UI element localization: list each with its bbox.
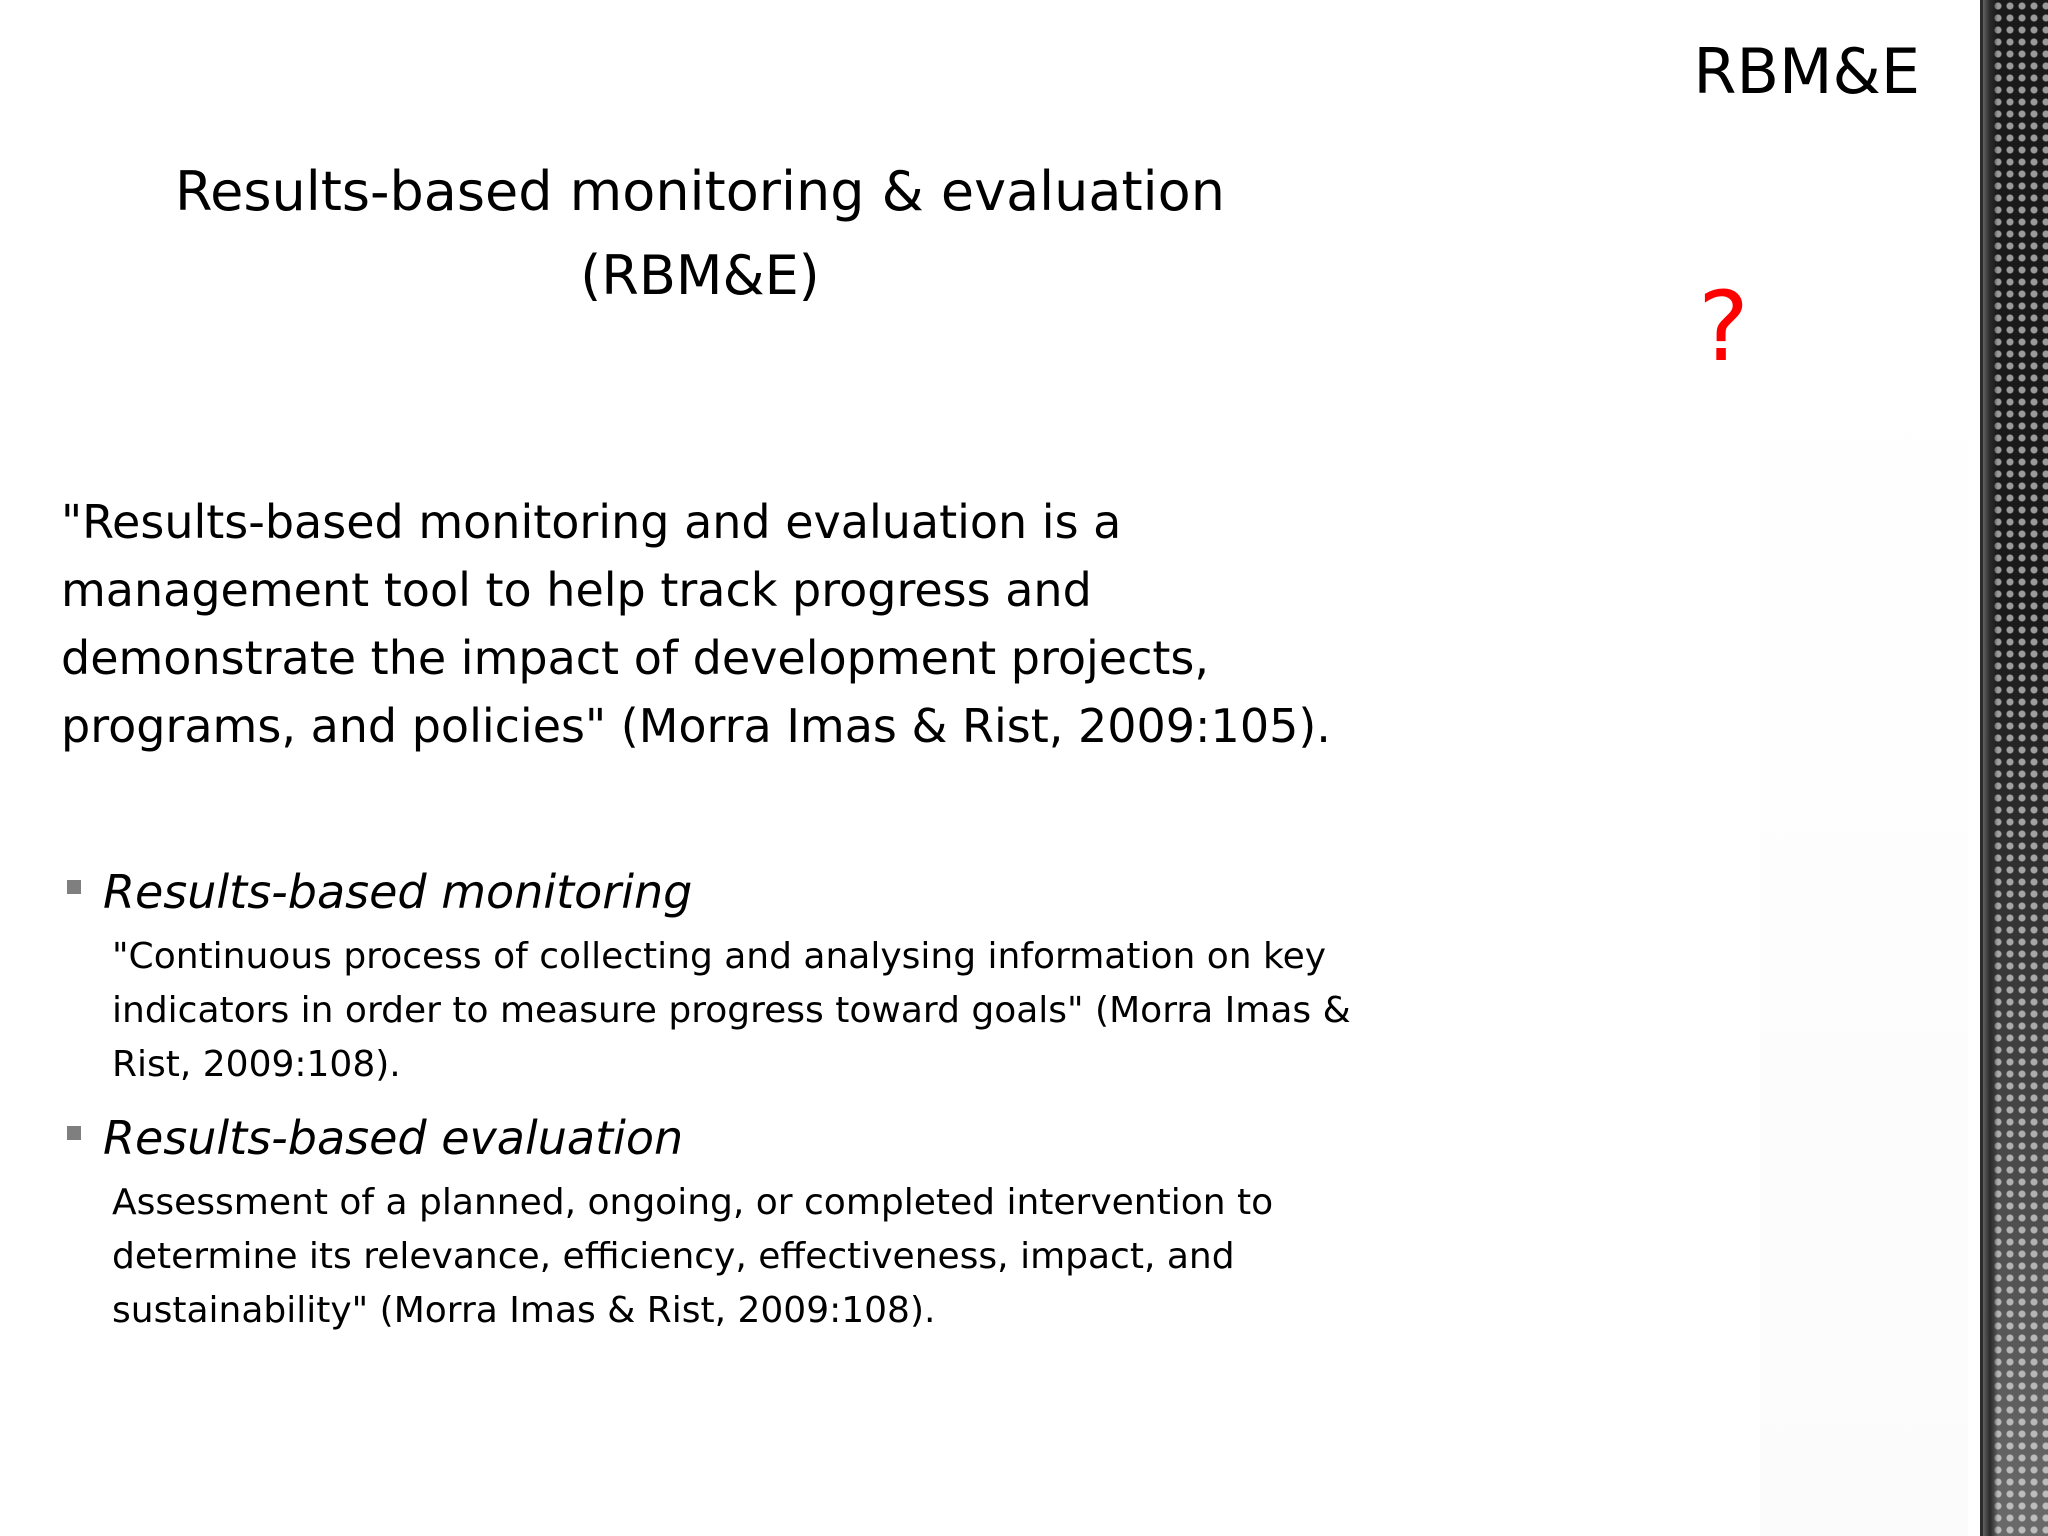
bullet-list: [61, 858, 1381, 1350]
side-panel: [1760, 330, 1985, 1536]
bullet-item-evaluation: [61, 1104, 1381, 1338]
slide-title-line-1: Results-based monitoring & evaluation: [175, 160, 1225, 223]
bullet-text: Assessment of a planned, ongoing, or completed intervention to determine its relevance, efficiency, effectiveness, impact, and sustainability" (Morra Imas & Rist, 2009:108).: [112, 1182, 1274, 1331]
decorative-border-strip: [1968, 0, 2048, 1536]
border-edge-line: [1980, 0, 1983, 1536]
bullet-heading: Results-based evaluation: [103, 1111, 684, 1165]
definition-quote: "Results-based monitoring and evaluation is a management tool to help track progress and demonstrate the impact of development projects, programs, and policies" (Morra Imas & Rist, 2009:105).: [61, 495, 1331, 753]
bullet-heading: Results-based monitoring: [103, 865, 693, 919]
bullet-text: "Continuous process of collecting and analysing information on key indicators in order to measure progress toward goals" (Morra Imas & Rist, 2009:108).: [112, 936, 1351, 1085]
bullet-item-monitoring: [61, 858, 1381, 1092]
square-bullet-icon: [67, 880, 81, 894]
slide-title: [60, 150, 1340, 318]
square-bullet-icon: [67, 1126, 81, 1140]
corner-title: RBM&E: [1693, 35, 1920, 108]
question-mark: ?: [1698, 271, 1749, 383]
slide-title-line-2: (RBM&E): [580, 244, 820, 307]
